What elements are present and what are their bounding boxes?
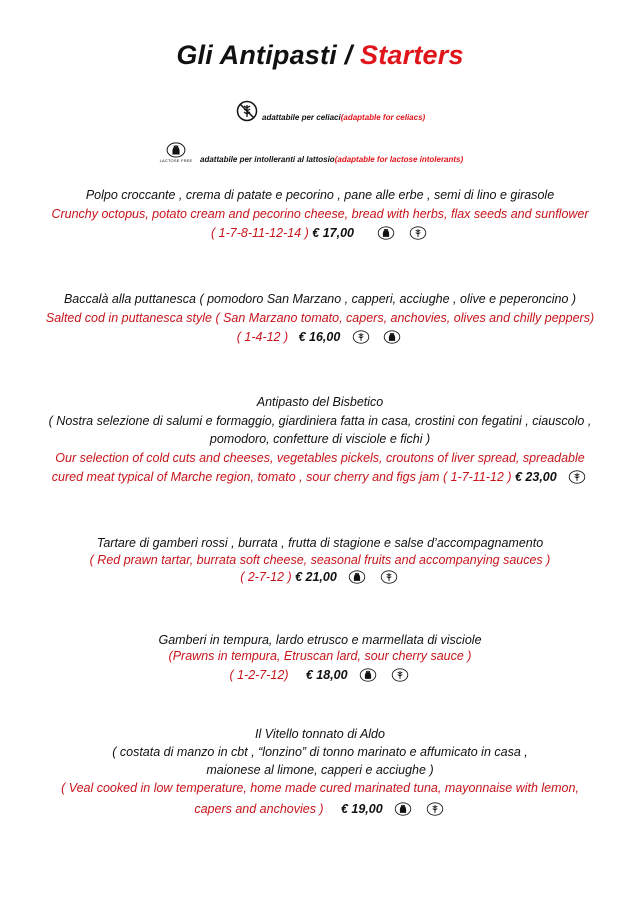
dish-6-it-2: maionese al limone, capperi e acciughe ) <box>206 763 434 777</box>
dish-5-en: (Prawns in tempura, Etruscan lard, sour cherry sauce ) <box>168 649 472 663</box>
legend-gluten-it: adattabile per celiaci <box>262 113 341 122</box>
dish-3-it-2: pomodoro, confetture di visciole e fichi ) <box>209 432 431 446</box>
dish-6-it-1: ( costata di manzo in cbt , “lonzino” di tonno marinato e affumicato in casa , <box>112 745 528 759</box>
dish-4-price: € 21,00 <box>295 570 337 584</box>
title-accent: Starters <box>360 40 464 70</box>
dish-1-price: € 17,00 <box>312 226 354 240</box>
dish-1-en: Crunchy octopus, potato cream and pecorino cheese, bread with herbs, flax seeds and sunflower <box>51 207 589 221</box>
legend-gluten-en: (adaptable for celiacs) <box>340 113 426 122</box>
gluten-free-icon <box>407 226 429 240</box>
lactose-icon-caption: LACTOSE FREE <box>159 158 193 163</box>
legend-lactose-it: adattabile per intolleranti al lattosio <box>200 155 335 164</box>
legend-gluten <box>236 100 425 122</box>
dish-3-en-2: cured meat typical of Marche region, tomato , sour cherry and figs jam <box>51 470 443 484</box>
lactose-free-icon <box>392 802 414 816</box>
page-title <box>0 40 640 71</box>
dish-3-it-1: ( Nostra selezione di salumi e formaggio, giardiniera fatta in casa, crostini con fegatini , ciauscolo , <box>48 414 592 428</box>
dish-3-price-row <box>0 469 640 485</box>
dish-1-allergens: ( 1-7-8-11-12-14 ) <box>211 226 309 240</box>
title-main: Gli Antipasti / <box>176 40 361 70</box>
lactose-free-icon <box>346 570 368 584</box>
dish-4-en: ( Red prawn tartar, burrata soft cheese, seasonal fruits and accompanying sauces ) <box>89 553 551 567</box>
dish-5-price: € 18,00 <box>305 668 348 682</box>
legend-lactose <box>158 142 463 164</box>
lactose-free-icon <box>357 668 379 682</box>
dish-2-allergens: ( 1-4-12 ) <box>236 330 289 344</box>
dish-6-en-2: capers and anchovies ) <box>194 802 324 816</box>
dish-5-price-row <box>0 667 640 683</box>
dish-2-en: Salted cod in puttanesca style ( San Marzano tomato, capers, anchovies, olives and chilly peppers) <box>45 311 595 325</box>
dish-5-allergens: ( 1-2-7-12) <box>229 668 289 682</box>
gluten-free-icon <box>424 802 446 816</box>
dish-4-price-row <box>0 569 640 585</box>
dish-5-it: Gamberi in tempura, lardo etrusco e marmellata di visciole <box>158 633 482 647</box>
lactose-free-icon <box>381 330 403 344</box>
dish-2-it: Baccalà alla puttanesca ( pomodoro San Marzano , capperi, acciughe , olive e peperoncino ) <box>63 292 577 306</box>
legend-lactose-en: (adaptable for lactose intolerants) <box>334 155 464 164</box>
dish-1-it: Polpo croccante , crema di patate e pecorino , pane alle erbe , semi di lino e girasole <box>85 188 555 202</box>
gluten-free-icon <box>350 330 372 344</box>
dish-3-allergens: ( 1-7-11-12 ) <box>442 470 512 484</box>
lactose-free-icon <box>158 142 194 164</box>
dish-6-en-1: ( Veal cooked in low temperature, home made cured marinated tuna, mayonnaise with lemon, <box>61 781 579 795</box>
lactose-free-icon <box>375 226 397 240</box>
gluten-free-icon <box>236 100 258 122</box>
dish-2-price: € 16,00 <box>298 330 341 344</box>
dish-4-allergens: ( 2-7-12 ) <box>240 570 292 584</box>
gluten-free-icon <box>389 668 411 682</box>
gluten-free-icon <box>378 570 400 584</box>
dish-3-price: € 23,00 <box>514 470 557 484</box>
dish-6-title: Il Vitello tonnato di Aldo <box>255 727 385 741</box>
dish-4-it: Tartare di gamberi rossi , burrata , frutta di stagione e salse d’accompagnamento <box>96 536 544 550</box>
dish-3-en-1: Our selection of cold cuts and cheeses, vegetables pickels, croutons of liver spread, spreadable <box>55 451 585 465</box>
dish-2-price-row <box>0 329 640 345</box>
dish-3-title: Antipasto del Bisbetico <box>256 395 384 409</box>
dish-1-price-row <box>0 225 640 241</box>
dish-6-price: € 19,00 <box>340 802 383 816</box>
dish-6-price-row <box>0 801 640 817</box>
gluten-free-icon <box>566 470 588 484</box>
